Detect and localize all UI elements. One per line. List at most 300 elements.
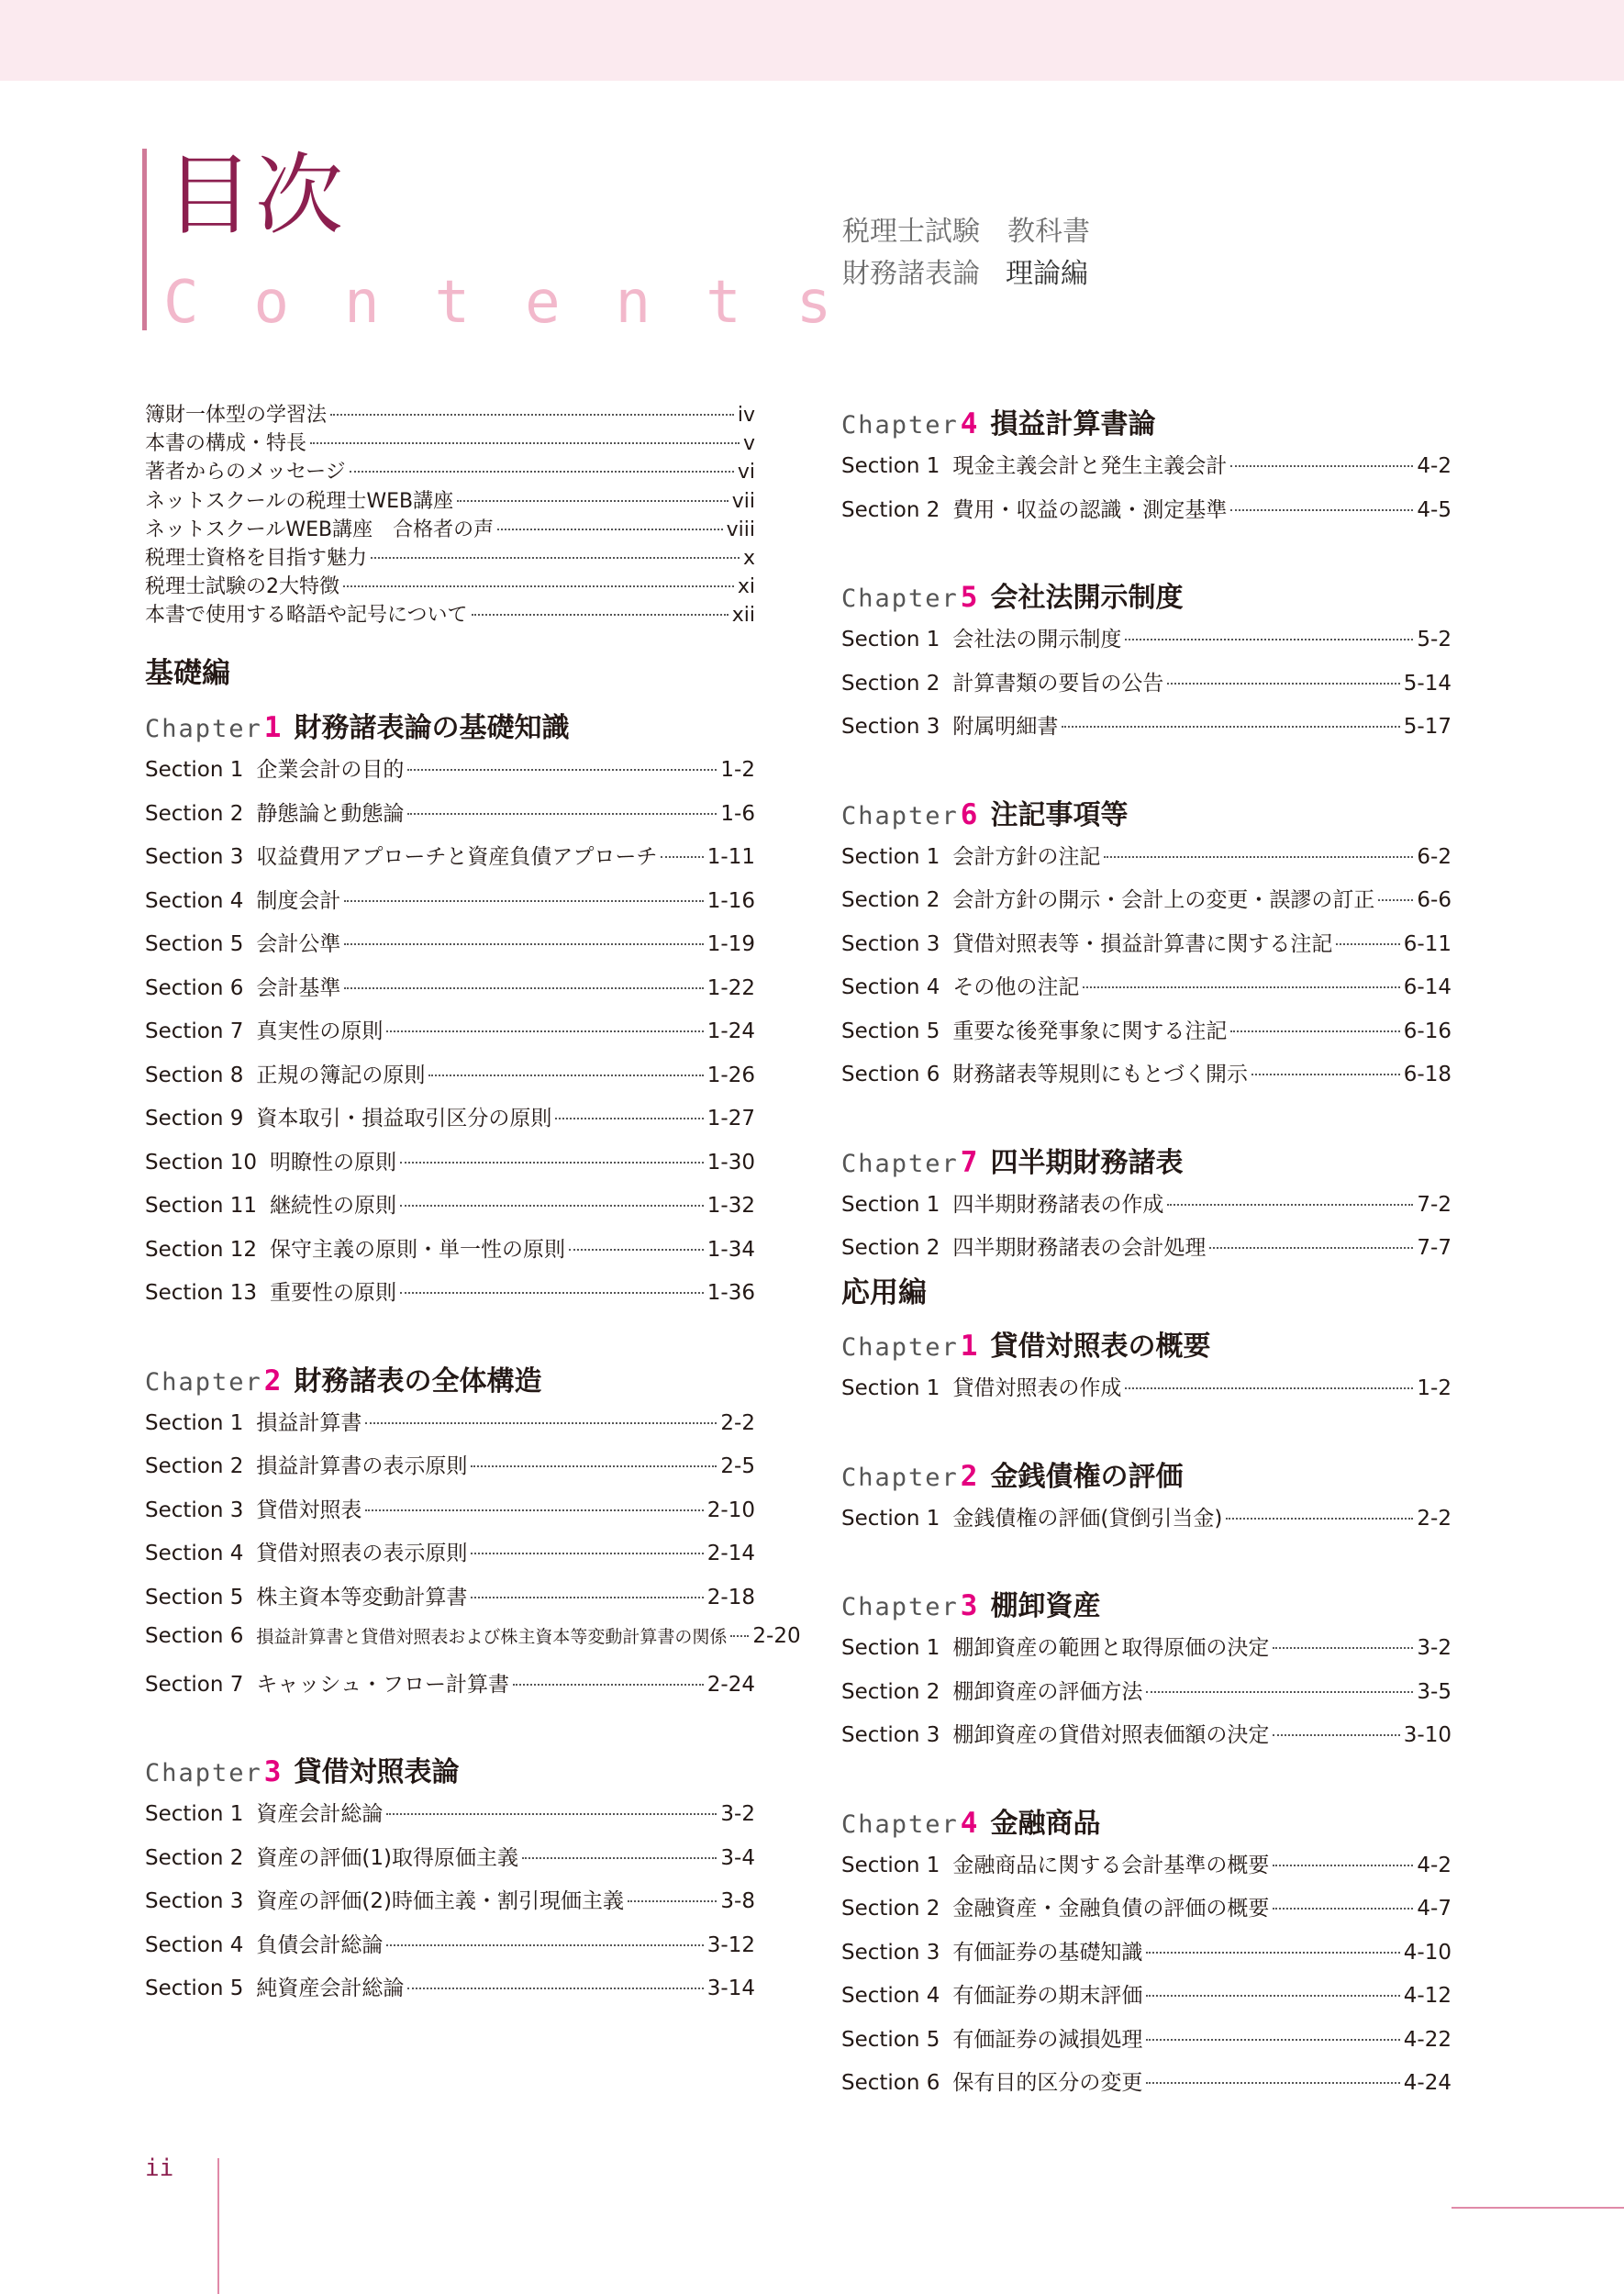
dot-leader <box>344 943 703 945</box>
chapter-word: Chapter <box>841 1149 959 1178</box>
page-ref: 1-34 <box>706 1237 755 1262</box>
section-number: Section 2 <box>841 497 940 522</box>
dot-leader <box>1146 1691 1413 1693</box>
toc-section-entry[interactable] <box>145 1667 755 1698</box>
chapter-heading[interactable] <box>145 1749 459 1789</box>
dot-leader <box>1209 1247 1413 1249</box>
section-number: Section 1 <box>145 1802 244 1826</box>
section-title: 資産の評価(2)時価主義・割引現価主義 <box>256 1889 624 1913</box>
entry-label <box>145 840 657 870</box>
entry-label <box>841 1371 1121 1401</box>
chapter-heading[interactable] <box>841 574 1183 615</box>
entry-label <box>841 622 1121 652</box>
entry-label <box>841 1718 1269 1748</box>
section-title: 有価証券の期末評価 <box>952 1984 1143 2008</box>
book-subtitle <box>842 211 1090 295</box>
dot-leader <box>1336 943 1399 945</box>
entry-label: ネットスクールの税理士WEB講座 <box>145 489 454 513</box>
section-number: Section 1 <box>145 1410 244 1435</box>
toc-section-entry[interactable] <box>841 1187 1452 1219</box>
toc-section-entry[interactable] <box>841 1014 1452 1045</box>
dot-leader <box>1125 639 1413 640</box>
dot-leader <box>365 1509 703 1511</box>
page-ref: 5-14 <box>1403 671 1452 696</box>
page-ref: viii <box>726 518 755 541</box>
dot-leader <box>1125 1387 1413 1389</box>
chapter-heading[interactable] <box>841 1323 1210 1364</box>
toc-section-entry[interactable] <box>145 1493 755 1524</box>
page-ref: 4-24 <box>1403 2071 1452 2095</box>
entry-label <box>145 796 404 827</box>
entry-label: 簿財一体型の学習法 <box>145 404 328 427</box>
section-number: Section 5 <box>145 1585 244 1609</box>
toc-section-entry[interactable] <box>841 1631 1452 1662</box>
chapter-title: 貸借対照表の概要 <box>990 1331 1211 1363</box>
section-title: 負債会計総論 <box>256 1932 384 1957</box>
chapter-heading[interactable] <box>841 1453 1183 1494</box>
dot-leader <box>1273 1647 1413 1649</box>
toc-section-entry[interactable] <box>145 927 755 958</box>
section-number: Section 9 <box>145 1107 244 1130</box>
page-ref: 1-2 <box>720 758 755 782</box>
page-ref: 1-2 <box>1417 1376 1452 1400</box>
top-band <box>0 0 1624 81</box>
page-ref: 1-16 <box>706 888 755 913</box>
chapter-title: 財務諸表の全体構造 <box>294 1364 542 1398</box>
section-title: 現金主義会計と発生主義会計 <box>952 454 1228 478</box>
entry-label <box>145 1232 565 1263</box>
entry-label <box>145 1014 383 1044</box>
entry-label <box>145 1580 467 1610</box>
entry-label <box>145 1493 362 1523</box>
entry-label <box>841 666 1163 696</box>
section-title: 有価証券の基礎知識 <box>952 1940 1143 1965</box>
section-number: Section 12 <box>145 1237 258 1262</box>
part-heading: 基礎編 <box>145 657 230 690</box>
section-number: Section 5 <box>145 932 244 956</box>
page-ref: v <box>742 432 755 456</box>
chapter-word: Chapter <box>145 1759 262 1787</box>
toc-section-entry[interactable] <box>145 1841 755 1872</box>
toc-section-entry[interactable] <box>145 884 755 915</box>
dot-leader <box>471 1553 703 1554</box>
section-title: 金融商品に関する会計基準の概要 <box>952 1853 1270 1877</box>
chapter-title: 四半期財務諸表 <box>990 1146 1184 1179</box>
toc-section-entry[interactable] <box>841 622 1452 653</box>
toc-intro-entry[interactable] <box>145 514 755 541</box>
toc-section-entry[interactable] <box>145 1406 755 1437</box>
dot-leader <box>1083 986 1399 988</box>
entry-label <box>145 1928 383 1958</box>
page-ref: 6-16 <box>1403 1019 1452 1043</box>
page-ref: 4-7 <box>1417 1897 1452 1921</box>
section-number: Section 6 <box>841 2071 940 2095</box>
page-ref: 2-5 <box>720 1454 755 1478</box>
page-ref: 6-18 <box>1403 1063 1452 1086</box>
toc-section-entry[interactable] <box>145 1971 755 2002</box>
toc-section-entry[interactable] <box>841 1935 1452 1966</box>
chapter-heading[interactable] <box>145 1358 541 1398</box>
section-title: 制度会計 <box>256 888 341 913</box>
entry-label <box>841 449 1227 479</box>
chapter-number: 7 <box>960 1145 978 1179</box>
toc-section-entry[interactable] <box>841 1501 1452 1532</box>
toc-intro-entry[interactable] <box>145 542 755 570</box>
section-title: 会計方針の開示・会計上の変更・誤謬の訂正 <box>952 888 1375 912</box>
chapter-heading[interactable] <box>841 792 1128 832</box>
page-ref: 1-11 <box>706 845 755 869</box>
chapter-number: 5 <box>960 581 978 614</box>
section-title: 財務諸表等規則にもとづく開示 <box>952 1063 1248 1086</box>
page-ref: 4-2 <box>1417 1853 1452 1877</box>
section-title: キャッシュ・フロー計算書 <box>256 1672 509 1697</box>
toc-section-entry[interactable] <box>145 1058 755 1089</box>
entry-label: ネットスクールWEB講座 合格者の声 <box>145 518 495 541</box>
page-ref: 6-14 <box>1403 975 1452 999</box>
dot-leader <box>400 1205 704 1207</box>
section-number: Section 1 <box>841 844 940 869</box>
toc-section-entry[interactable] <box>145 796 755 828</box>
section-title: 計算書類の要旨の公告 <box>952 671 1164 696</box>
chapter-title: 注記事項等 <box>990 798 1129 831</box>
section-number: Section 10 <box>145 1150 258 1175</box>
toc-intro-entry[interactable] <box>145 599 755 627</box>
toc-intro-entry[interactable] <box>145 428 755 455</box>
chapter-word: Chapter <box>841 1810 959 1839</box>
toc-section-entry[interactable] <box>841 840 1452 871</box>
chapter-word: Chapter <box>145 715 262 743</box>
chapter-number: 3 <box>263 1755 282 1788</box>
dot-leader <box>1167 1204 1413 1206</box>
chapter-title: 財務諸表論の基礎知識 <box>294 712 570 744</box>
dot-leader <box>1167 683 1399 685</box>
footer-divider-vertical <box>217 2158 219 2294</box>
entry-label <box>841 1014 1227 1044</box>
toc-section-entry[interactable] <box>145 1797 755 1828</box>
dot-leader <box>386 1944 703 1946</box>
page-ref: 4-5 <box>1417 497 1452 522</box>
dot-leader <box>400 1292 704 1294</box>
toc-section-entry[interactable] <box>841 927 1452 958</box>
dot-leader <box>407 813 717 815</box>
toc-section-entry[interactable] <box>145 1580 755 1611</box>
toc-section-entry[interactable] <box>841 449 1452 480</box>
page-ref: 2-2 <box>720 1410 755 1435</box>
section-title: 保守主義の原則・単一性の原則 <box>270 1237 566 1262</box>
section-number: Section 6 <box>145 975 244 1000</box>
toc-section-entry[interactable] <box>841 1848 1452 1879</box>
dot-leader <box>350 471 734 473</box>
section-number: Section 3 <box>841 1940 940 1965</box>
toc-section-entry[interactable] <box>841 883 1452 914</box>
toc-section-entry[interactable] <box>145 1275 755 1307</box>
section-title: 資本取引・損益取引区分の原則 <box>256 1107 552 1130</box>
section-title: 会計公準 <box>256 932 341 956</box>
dot-leader <box>628 1900 717 1902</box>
chapter-word: Chapter <box>841 1463 959 1492</box>
page-ref: 4-10 <box>1403 1940 1452 1965</box>
section-number: Section 1 <box>841 1376 940 1400</box>
toc-section-entry[interactable] <box>841 1978 1452 2010</box>
chapter-number: 1 <box>960 1330 978 1363</box>
section-title: 四半期財務諸表の作成 <box>952 1192 1164 1217</box>
chapter-number: 4 <box>960 407 978 440</box>
dot-leader <box>386 1030 703 1032</box>
section-number: Section 2 <box>841 1236 940 1260</box>
toc-section-entry[interactable] <box>145 1928 755 1959</box>
toc-section-entry[interactable] <box>145 1145 755 1176</box>
dot-leader <box>344 900 703 902</box>
section-title: 株主資本等変動計算書 <box>256 1585 468 1609</box>
section-number: Section 1 <box>841 454 940 478</box>
entry-label <box>841 1978 1142 2009</box>
toc-section-entry[interactable] <box>145 752 755 784</box>
toc-intro-entry[interactable] <box>145 571 755 598</box>
dot-leader <box>472 614 729 616</box>
page-ref: 1-6 <box>720 801 755 826</box>
chapter-title: 棚卸資産 <box>990 1590 1101 1622</box>
section-number: Section 6 <box>841 1063 940 1086</box>
page-ref: 1-24 <box>706 1019 755 1043</box>
dot-leader <box>471 1465 717 1467</box>
dot-leader <box>471 1597 703 1598</box>
toc-section-entry[interactable] <box>841 1718 1452 1749</box>
toc-section-entry[interactable] <box>145 1014 755 1045</box>
entry-label: 税理士資格を目指す魅力 <box>145 547 368 570</box>
toc-section-entry[interactable] <box>841 1057 1452 1088</box>
entry-label <box>841 1848 1269 1878</box>
page-ref: 2-14 <box>706 1542 755 1565</box>
section-title: 損益計算書 <box>256 1410 362 1435</box>
dot-leader <box>428 1075 703 1076</box>
toc-section-entry[interactable] <box>841 970 1452 1001</box>
section-title: 継続性の原則 <box>270 1194 397 1218</box>
page-ref: 4-2 <box>1417 454 1452 478</box>
page-ref: 2-20 <box>752 1624 801 1648</box>
toc-section-entry[interactable] <box>841 493 1452 524</box>
subtitle-subject: 財務諸表論 <box>842 258 980 290</box>
entry-label <box>841 2066 1142 2096</box>
entry-label <box>841 1891 1269 1921</box>
subtitle-volume: 理論編 <box>1006 258 1088 290</box>
section-number: Section 3 <box>145 845 244 869</box>
section-number: Section 1 <box>841 1636 940 1660</box>
chapter-heading[interactable] <box>841 401 1155 441</box>
page-ref: iv <box>737 404 755 427</box>
entry-label <box>145 1449 467 1479</box>
entry-label: 本書の構成・特長 <box>145 432 307 456</box>
entry-label <box>145 1884 624 1914</box>
page-ref: 2-2 <box>1417 1506 1452 1531</box>
section-title: 棚卸資産の範囲と取得原価の決定 <box>952 1636 1270 1660</box>
dot-leader <box>555 1118 703 1119</box>
toc-section-entry[interactable] <box>841 2066 1452 2097</box>
toc-section-entry[interactable] <box>145 1232 755 1264</box>
chapter-word: Chapter <box>841 801 959 830</box>
chapter-title: 金銭債権の評価 <box>990 1460 1184 1493</box>
section-number: Section 2 <box>145 801 244 826</box>
chapter-heading[interactable] <box>145 705 569 745</box>
chapter-number: 2 <box>960 1459 978 1493</box>
dot-leader <box>1230 465 1413 467</box>
dot-leader <box>1146 1952 1399 1954</box>
chapter-word: Chapter <box>841 585 959 613</box>
page-ref: 7-2 <box>1417 1192 1452 1217</box>
page-ref: xii <box>731 604 755 628</box>
entry-label <box>145 1058 425 1088</box>
entry-label: 本書で使用する略語や記号について <box>145 604 468 628</box>
page-ref: 4-22 <box>1403 2027 1452 2052</box>
toc-intro-entry[interactable] <box>145 399 755 427</box>
section-title: 金銭債権の評価(貸倒引当金) <box>952 1506 1223 1531</box>
toc-section-entry[interactable] <box>145 971 755 1002</box>
toc-section-entry[interactable] <box>841 1231 1452 1262</box>
chapter-title: 金融商品 <box>990 1807 1101 1840</box>
page-ref: 3-8 <box>720 1889 755 1913</box>
page-ref: 1-36 <box>706 1281 755 1305</box>
section-number: Section 5 <box>841 2027 940 2052</box>
footer-divider-horizontal <box>1452 2207 1624 2209</box>
toc-section-entry[interactable] <box>841 1371 1452 1402</box>
dot-leader <box>365 1422 717 1424</box>
section-title: 棚卸資産の評価方法 <box>952 1679 1143 1704</box>
page-ref: 5-2 <box>1417 628 1452 651</box>
section-number: Section 1 <box>841 1192 940 1217</box>
section-number: Section 2 <box>841 888 940 912</box>
page-ref: 2-10 <box>706 1498 755 1522</box>
page-ref: 3-10 <box>1403 1723 1452 1747</box>
section-title: 静態論と動態論 <box>256 801 405 826</box>
chapter-title: 貸借対照表論 <box>294 1756 460 1788</box>
dot-leader <box>513 1684 704 1686</box>
entry-label <box>145 1667 509 1698</box>
section-title: 重要な後発事象に関する注記 <box>952 1019 1228 1043</box>
section-title: 附属明細書 <box>952 715 1059 739</box>
entry-label <box>145 1188 396 1219</box>
toc-section-entry[interactable] <box>841 1891 1452 1922</box>
page-ref: 1-32 <box>706 1194 755 1218</box>
section-number: Section 1 <box>841 1506 940 1531</box>
section-title: 資産の評価(1)取得原価主義 <box>256 1845 518 1870</box>
dot-leader <box>497 529 723 530</box>
section-title: 貸借対照表等・損益計算書に関する注記 <box>952 931 1333 956</box>
chapter-heading[interactable] <box>841 1140 1183 1180</box>
dot-leader <box>730 1635 749 1637</box>
dot-leader <box>343 585 734 587</box>
chapter-heading[interactable] <box>841 1800 1100 1841</box>
chapter-word: Chapter <box>841 1333 959 1362</box>
page-ref: 1-19 <box>706 932 755 956</box>
section-number: Section 11 <box>145 1194 258 1218</box>
toc-section-entry[interactable] <box>145 1188 755 1219</box>
page-ref: 3-14 <box>706 1977 755 2000</box>
section-title: 貸借対照表の表示原則 <box>256 1542 468 1565</box>
chapter-number: 3 <box>960 1589 978 1622</box>
entry-label <box>841 1935 1142 1965</box>
section-title: 純資産会計総論 <box>256 1977 405 2000</box>
toc-section-entry[interactable] <box>145 1101 755 1132</box>
dot-leader <box>1146 2039 1399 2041</box>
section-number: Section 5 <box>841 1019 940 1043</box>
entry-label <box>841 1057 1248 1087</box>
dot-leader <box>1226 1518 1413 1520</box>
chapter-number: 1 <box>263 711 282 744</box>
chapter-title: 会社法開示制度 <box>990 582 1184 614</box>
subtitle-line-1: 税理士試験 教科書 <box>842 216 1090 248</box>
entry-label: 著者からのメッセージ <box>145 461 346 484</box>
dot-leader <box>1251 1074 1400 1075</box>
section-number: Section 4 <box>841 1984 940 2008</box>
dot-leader <box>1378 899 1413 901</box>
toc-section-entry[interactable] <box>145 1536 755 1567</box>
toc-section-entry[interactable] <box>145 1449 755 1480</box>
toc-section-entry[interactable] <box>145 1884 755 1915</box>
dot-leader <box>407 769 717 771</box>
page-ref: 2-24 <box>706 1672 755 1697</box>
dot-leader <box>1146 1995 1399 1997</box>
page-ref: vii <box>731 489 755 513</box>
entry-label <box>841 2022 1142 2053</box>
chapter-word: Chapter <box>145 1367 262 1397</box>
toc-section-entry[interactable] <box>145 1623 801 1654</box>
subtitle-line-2 <box>842 253 1090 295</box>
section-title: 正規の簿記の原則 <box>256 1063 426 1087</box>
section-number: Section 3 <box>841 931 940 956</box>
section-number: Section 4 <box>145 888 244 913</box>
page-ref: 3-12 <box>706 1932 755 1957</box>
toc-section-entry[interactable] <box>841 666 1452 697</box>
entry-label <box>145 1536 467 1566</box>
title-accent-bar <box>142 149 147 330</box>
entry-label <box>841 883 1374 913</box>
section-number: Section 5 <box>145 1977 244 2000</box>
chapter-title: 損益計算書論 <box>990 408 1156 440</box>
dot-leader <box>400 1162 704 1164</box>
toc-section-entry[interactable] <box>145 840 755 871</box>
toc-intro-entry[interactable] <box>145 456 755 484</box>
entry-label <box>145 927 340 957</box>
dot-leader <box>457 500 729 502</box>
section-title: 会社法の開示制度 <box>952 628 1122 651</box>
section-number: Section 7 <box>145 1672 244 1697</box>
dot-leader <box>661 856 703 858</box>
page-ref: 6-11 <box>1403 931 1452 956</box>
toc-section-entry[interactable] <box>841 2022 1452 2054</box>
section-title: 会計基準 <box>256 975 341 1000</box>
section-number: Section 2 <box>841 1679 940 1704</box>
toc-section-entry[interactable] <box>841 709 1452 741</box>
dot-leader <box>1230 509 1413 511</box>
entry-label <box>841 1501 1222 1531</box>
entry-label <box>145 971 340 1001</box>
entry-label <box>145 1971 404 2001</box>
chapter-number: 6 <box>960 797 978 831</box>
page-ref: 7-7 <box>1417 1236 1452 1260</box>
section-number: Section 4 <box>145 1542 244 1565</box>
section-number: Section 3 <box>145 1889 244 1913</box>
section-number: Section 3 <box>841 715 940 739</box>
chapter-number: 2 <box>263 1364 282 1398</box>
chapter-heading[interactable] <box>841 1583 1100 1623</box>
dot-leader <box>330 414 734 416</box>
dot-leader <box>569 1249 704 1251</box>
page-ref: 6-6 <box>1417 888 1452 912</box>
entry-label <box>145 1145 396 1175</box>
entry-label <box>145 1275 396 1306</box>
toc-section-entry[interactable] <box>841 1675 1452 1706</box>
entry-label <box>145 1101 551 1131</box>
toc-intro-entry[interactable] <box>145 485 755 513</box>
